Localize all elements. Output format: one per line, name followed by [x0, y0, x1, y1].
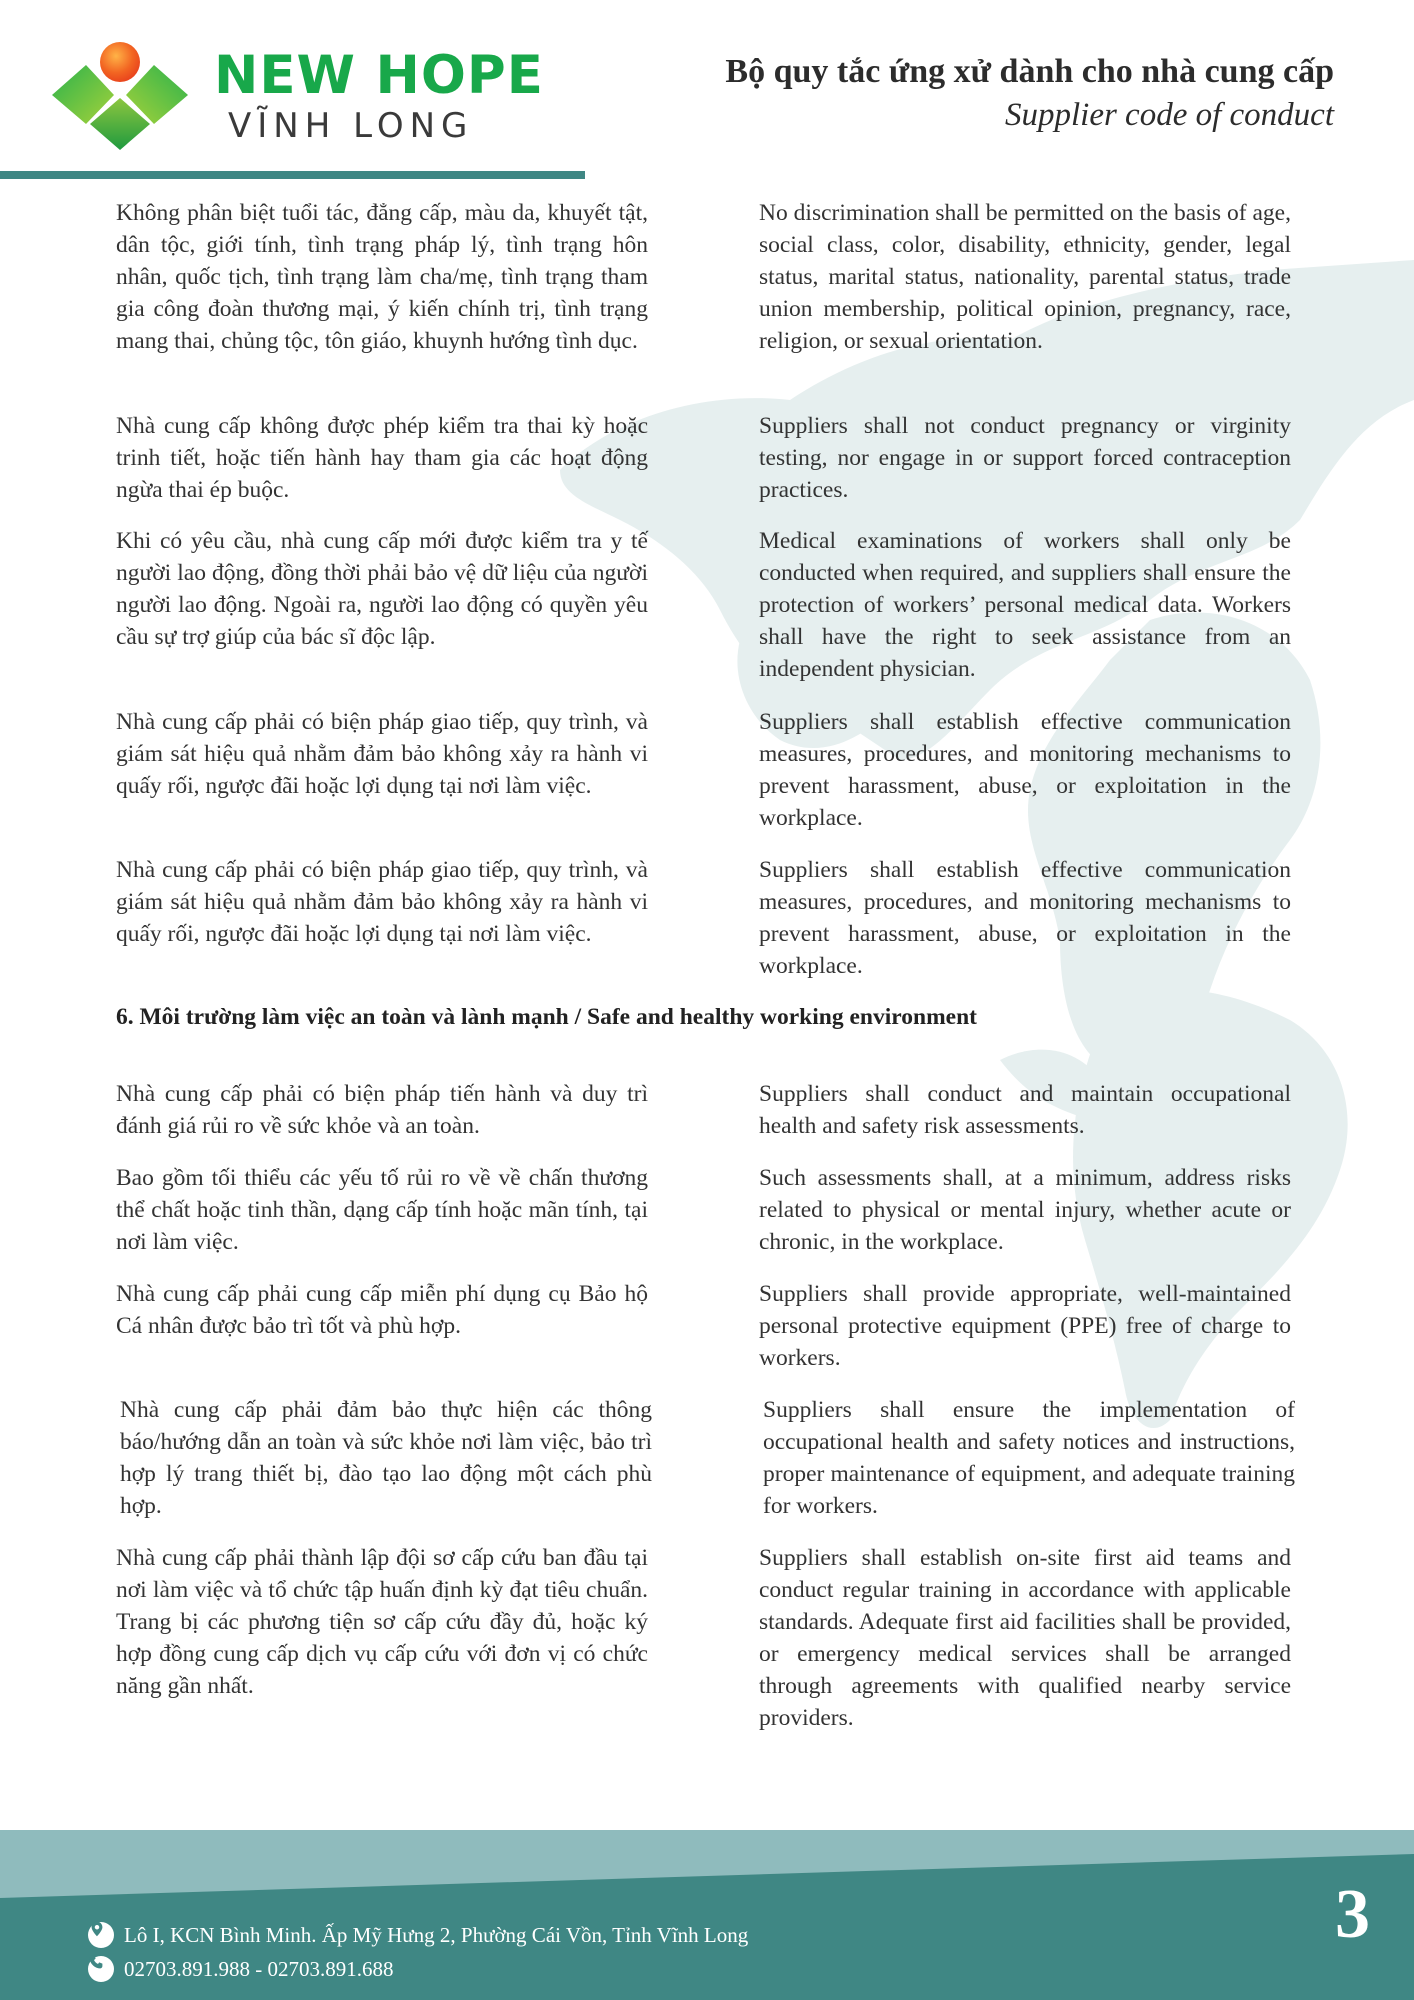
document-title-en: Supplier code of conduct: [1004, 96, 1334, 133]
paragraph-vi: Nhà cung cấp phải có biện pháp giao tiếp, quy trình, và giám sát hiệu quả nhằm đảm bảo không xảy ra hành vi quấy rối, ngược đãi hoặc lợi dụng tại nơi làm việc.: [116, 709, 648, 799]
brand-logo: [52, 40, 544, 150]
paragraph-vi: Nhà cung cấp phải đảm bảo thực hiện các thông báo/hướng dẫn an toàn và sức khỏe nơi làm việc, bảo trì hợp lý trang thiết bị, đào tạo lao động một cách phù hợp.: [120, 1397, 652, 1519]
document-title: [725, 52, 1334, 137]
paragraph-en: Medical examinations of workers shall only be conducted when required, and suppliers shall ensure the protection of workers’ personal medical data. Workers shall have the right to seek assistance from an independent physician.: [759, 528, 1291, 682]
paragraph-en: Such assessments shall, at a minimum, address risks related to physical or mental injury, whether acute or chronic, in the workplace.: [759, 1165, 1291, 1255]
paragraph-en: Suppliers shall conduct and maintain occupational health and safety risk assessments.: [759, 1081, 1291, 1139]
footer-address-text: Lô I, KCN Bình Minh. Ấp Mỹ Hưng 2, Phường Cái Vồn, Tỉnh Vĩnh Long: [124, 1922, 749, 1947]
location-pin-icon: [88, 1922, 114, 1948]
header-divider: [0, 171, 585, 179]
paragraph-vi: Nhà cung cấp phải thành lập đội sơ cấp cứu ban đầu tại nơi làm việc và tổ chức tập huấn định kỳ đạt tiêu chuẩn. Trang bị các phương tiện sơ cấp cứu đầy đủ, hoặc ký hợp đồng cung cấp dịch vụ cấp cứu với đơn vị có chức năng gần nhất.: [116, 1545, 648, 1699]
paragraph-en: Suppliers shall establish on-site first aid teams and conduct regular training in accordance with applicable standards. Adequate first aid facilities shall be provided, or emergency medical services shall be arranged through agreements with qualified nearby service providers.: [759, 1545, 1291, 1731]
section-heading: 6. Môi trường làm việc an toàn và lành mạnh / Safe and healthy working environment: [116, 1004, 977, 1030]
page-footer: [0, 1830, 1414, 2000]
brand-name: NEW HOPE: [214, 45, 544, 106]
paragraph-vi: Nhà cung cấp phải cung cấp miễn phí dụng cụ Bảo hộ Cá nhân được bảo trì tốt và phù hợp.: [116, 1281, 648, 1339]
page-number: 3: [1335, 1876, 1370, 1953]
footer-phone: [88, 1954, 394, 1984]
paragraph-en: Suppliers shall not conduct pregnancy or virginity testing, nor engage in or support forced contraception practices.: [759, 413, 1291, 503]
paragraph-vi: Bao gồm tối thiểu các yếu tố rủi ro về về chấn thương thể chất hoặc tinh thần, dạng cấp tính hoặc mãn tính, tại nơi làm việc.: [116, 1165, 648, 1255]
footer-address: [88, 1920, 748, 1950]
paragraph-vi: Không phân biệt tuổi tác, đẳng cấp, màu da, khuyết tật, dân tộc, giới tính, tình trạng pháp lý, tình trạng hôn nhân, quốc tịch, tình trạng làm cha/mẹ, tình trạng tham gia công đoàn thương mại, ý kiến chính trị, tình trạng mang thai, chủng tộc, tôn giáo, khuynh hướng tình dục.: [116, 200, 648, 354]
paragraph-vi: Nhà cung cấp phải có biện pháp giao tiếp, quy trình, và giám sát hiệu quả nhằm đảm bảo không xảy ra hành vi quấy rối, ngược đãi hoặc lợi dụng tại nơi làm việc.: [116, 857, 648, 947]
footer-phone-text: 02703.891.988 - 02703.891.688: [124, 1956, 394, 1981]
brand-subtitle: VĨNH LONG: [228, 106, 474, 146]
paragraph-en: Suppliers shall establish effective communication measures, procedures, and monitoring mechanisms to prevent harassment, abuse, or exploitation in the workplace.: [759, 709, 1291, 831]
phone-icon: [88, 1956, 114, 1982]
paragraph-en: No discrimination shall be permitted on the basis of age, social class, color, disability, ethnicity, gender, legal status, marital status, nationality, parental status, trade union membership, political opinion, pregnancy, race, religion, or sexual orientation.: [759, 200, 1291, 354]
paragraph-vi: Nhà cung cấp không được phép kiểm tra thai kỳ hoặc trinh tiết, hoặc tiến hành hay tham gia các hoạt động ngừa thai ép buộc.: [116, 413, 648, 503]
paragraph-en: Suppliers shall establish effective communication measures, procedures, and monitoring mechanisms to prevent harassment, abuse, or exploitation in the workplace.: [759, 857, 1291, 979]
document-title-vi: Bộ quy tắc ứng xử dành cho nhà cung cấp: [725, 53, 1334, 90]
new-hope-logo-icon: [52, 40, 188, 150]
paragraph-en: Suppliers shall provide appropriate, well-maintained personal protective equipment (PPE) free of charge to workers.: [759, 1281, 1291, 1371]
paragraph-vi: Nhà cung cấp phải có biện pháp tiến hành và duy trì đánh giá rủi ro về sức khỏe và an toàn.: [116, 1081, 648, 1139]
paragraph-en: Suppliers shall ensure the implementation of occupational health and safety notices and instructions, proper maintenance of equipment, and adequate training for workers.: [763, 1397, 1295, 1519]
paragraph-vi: Khi có yêu cầu, nhà cung cấp mới được kiểm tra y tế người lao động, đồng thời phải bảo vệ dữ liệu của người người lao động. Ngoài ra, người lao động có quyền yêu cầu sự trợ giúp của bác sĩ độc lập.: [116, 528, 648, 650]
